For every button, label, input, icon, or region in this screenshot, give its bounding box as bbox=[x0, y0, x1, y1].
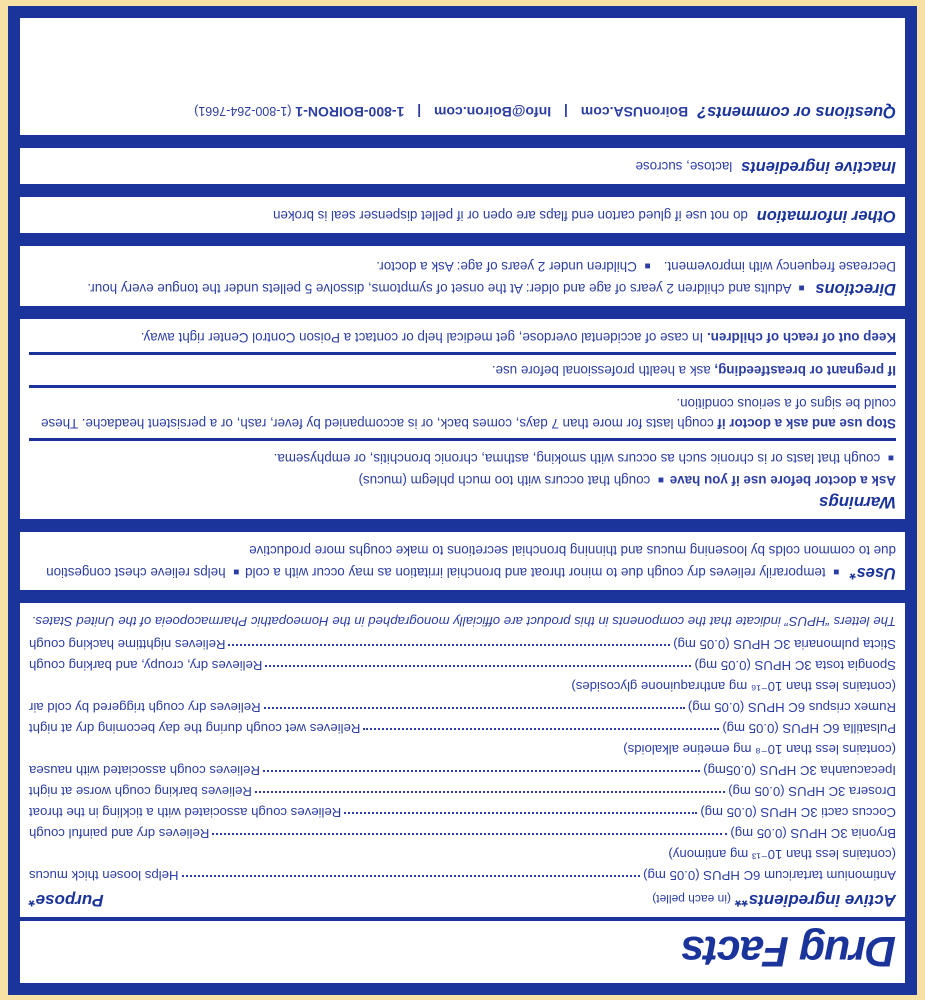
ingredient-row: Rumex crispus 6C HPUS (0.05 mg) Relieves dry cough triggered by cold air bbox=[29, 700, 896, 715]
active-ingredients-label: Active ingredients** bbox=[735, 891, 896, 910]
ingredient-row: Sticta pulmonaria 3C HPUS (0.05 mg) Relieves nighttime hacking cough bbox=[29, 637, 896, 652]
inactive-ingredients-heading: Inactive ingredients bbox=[741, 158, 896, 176]
dotted-leader bbox=[363, 728, 719, 730]
directions-bullet-2: Children under 2 years of age: Ask a doctor. bbox=[376, 259, 637, 274]
section-divider-bar bbox=[20, 306, 905, 319]
bullet-icon: ■ bbox=[833, 566, 840, 577]
ingredient-contains-note: (contains less than 10⁻¹³ mg antimony) bbox=[668, 847, 896, 862]
other-information-text: do not use if glued carton end flaps are open or if pellet dispenser seal is broken bbox=[272, 208, 748, 223]
pregnant-lead: If pregnant or breastfeeding, bbox=[714, 363, 896, 378]
dotted-leader bbox=[182, 875, 641, 877]
uses-bullet-2: helps relieve chest congestion due to common colds by loosening mucus and thinning bronchial secretions to make coughs more productive bbox=[46, 543, 896, 580]
hpus-footnote: The letters “HPUS” indicate that the components in this product are officially monographed in the Homeopathic Pharmacopoeia of the United States. bbox=[31, 614, 896, 629]
dotted-leader bbox=[265, 665, 691, 667]
pipe-separator: | bbox=[417, 104, 422, 120]
email-link: Info@Boiron.com bbox=[434, 104, 552, 120]
ingredient-contains-note: (contains less than 10⁻¹⁶ mg anthraquinone glycosides) bbox=[571, 679, 896, 694]
active-ingredients-heading bbox=[652, 890, 896, 910]
stop-use-lead: Stop use and ask a doctor if bbox=[717, 416, 896, 431]
bullet-icon: ■ bbox=[658, 474, 665, 485]
ask-doctor-bullet-1: cough that occurs with too much phlegm (mucus) bbox=[358, 473, 651, 488]
section-inactive-ingredients bbox=[20, 148, 905, 184]
ingredient-row: Drosera 3C HPUS (0.05 mg) Relieves barking cough worse at night bbox=[29, 784, 896, 799]
ingredient-row: Ipecacuanha 3C HPUS (0.05mg) Relieves cough associated with nausea bbox=[29, 763, 896, 778]
phone-number: 1-800-BOIRON-1 bbox=[295, 104, 405, 120]
pregnant-text: ask a health professional before use. bbox=[491, 363, 711, 378]
warnings-keep-out bbox=[29, 327, 896, 347]
drug-facts-panel bbox=[8, 6, 917, 995]
ask-doctor-lead: Ask a doctor before use if you have bbox=[669, 473, 896, 488]
active-ingredients-header-row bbox=[29, 890, 896, 910]
ingredient-row: Coccus cacti 3C HPUS (0.05 mg) Relieves cough associated with a tickling in the throat bbox=[29, 805, 896, 820]
dotted-leader bbox=[212, 833, 727, 835]
warnings-ask-doctor bbox=[29, 446, 896, 490]
questions-heading: Questions or comments? bbox=[697, 103, 896, 121]
ingredient-row: Pulsatilla 6C HPUS (0.05 mg) Relieves wet cough during the day becoming dry at night bbox=[29, 721, 896, 736]
dotted-leader bbox=[255, 791, 725, 793]
warnings-heading: Warnings bbox=[818, 493, 896, 512]
ingredient-row: Spongia tosta 3C HPUS (0.05 mg) Relieves dry, croupy, and barking cough bbox=[29, 658, 896, 673]
uses-bullet-1: temporarily relieves dry cough due to minor throat and bronchial irritation as may occur with a cold bbox=[245, 565, 826, 580]
section-divider-bar bbox=[20, 519, 905, 532]
drug-facts-title: Drug Facts bbox=[681, 927, 896, 975]
section-divider-bar bbox=[20, 135, 905, 148]
ingredient-row: Antimonium tartaricum 6C HPUS (0.05 mg) Helps loosen thick mucus bbox=[29, 868, 896, 883]
warnings-divider bbox=[29, 385, 896, 388]
other-information-heading: Other information bbox=[756, 207, 896, 225]
purpose-label: Purpose* bbox=[29, 891, 104, 910]
ask-doctor-bullet-2: cough that lasts or is chronic such as occurs with smoking, asthma, chronic bronchitis, or emphysema. bbox=[273, 451, 881, 466]
stop-use-text: cough lasts for more than 7 days, comes back, or is accompanied by fever, rash, or a persistent headache. These could be signs of a serious condition. bbox=[41, 396, 896, 431]
dotted-leader bbox=[264, 707, 685, 709]
directions-heading: Directions bbox=[815, 280, 896, 298]
warnings-pregnant bbox=[29, 360, 896, 380]
keep-out-text: In case of accidental overdose, get medical help or contact a Poison Control Center right away. bbox=[140, 330, 704, 345]
section-uses bbox=[20, 532, 905, 590]
bullet-icon: ■ bbox=[887, 452, 894, 463]
bullet-icon: ■ bbox=[798, 282, 805, 293]
section-divider-bar bbox=[20, 590, 905, 603]
dotted-leader bbox=[228, 644, 670, 646]
dotted-leader bbox=[344, 812, 697, 814]
section-warnings bbox=[20, 319, 905, 519]
in-each-pellet-note: (in each pellet) bbox=[652, 892, 731, 906]
section-questions bbox=[20, 87, 905, 135]
bullet-icon: ■ bbox=[644, 260, 651, 271]
section-divider-bar bbox=[20, 184, 905, 197]
title-divider bbox=[20, 917, 905, 921]
pipe-separator: | bbox=[564, 104, 568, 120]
ingredient-contains-note: (contains less than 10⁻⁸ mg emetine alkaloids) bbox=[623, 742, 896, 757]
title-row bbox=[20, 923, 905, 983]
directions-bullet-1: Adults and children 2 years of age and older: At the onset of symptoms, dissolve 5 pellets under the tongue every hour. Decrease frequency with improvement. bbox=[87, 259, 896, 296]
section-directions bbox=[20, 246, 905, 306]
inactive-ingredients-text: lactose, sucrose bbox=[635, 159, 733, 174]
warnings-divider bbox=[29, 352, 896, 355]
dotted-leader bbox=[263, 770, 700, 772]
drug-facts-content bbox=[20, 18, 905, 983]
warnings-divider bbox=[29, 438, 896, 441]
phone-number-numeric: (1-800-264-7661) bbox=[194, 104, 292, 118]
keep-out-lead: Keep out of reach of children. bbox=[707, 330, 896, 345]
warnings-stop-use bbox=[29, 393, 896, 433]
bullet-icon: ■ bbox=[233, 566, 240, 577]
website-link: BoironUSA.com bbox=[580, 104, 689, 120]
ingredient-row: Bryonia 3C HPUS (0.05 mg) Relieves dry and painful cough bbox=[29, 826, 896, 841]
section-other-information bbox=[20, 197, 905, 233]
section-active-ingredients bbox=[20, 603, 905, 917]
uses-heading: Uses* bbox=[850, 564, 896, 582]
section-divider-bar bbox=[20, 233, 905, 246]
